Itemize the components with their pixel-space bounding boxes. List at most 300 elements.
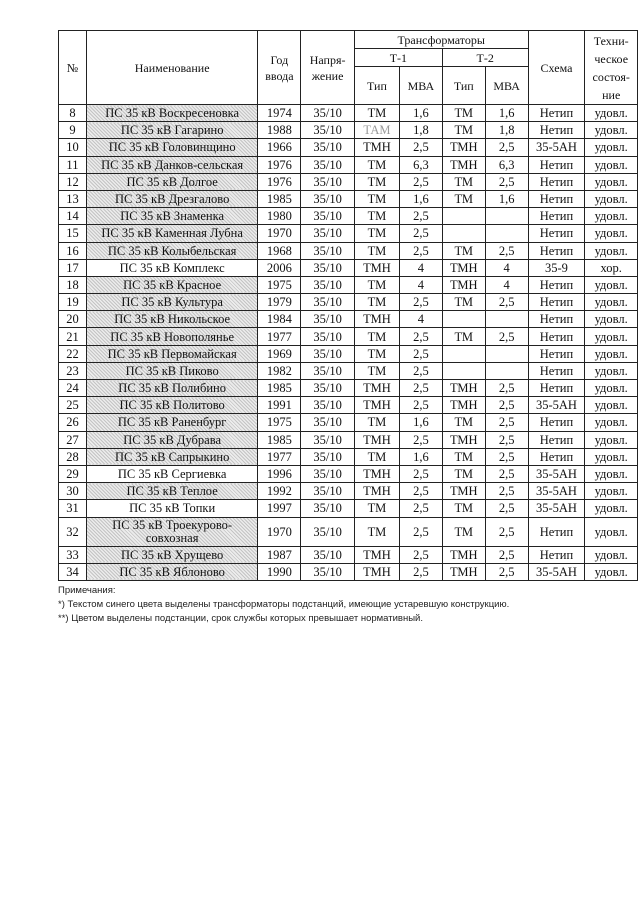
- table-row: [59, 156, 638, 173]
- table-row: [59, 173, 638, 190]
- cell-t1-type: ТМН: [354, 259, 399, 276]
- table-row: [59, 563, 638, 580]
- cell-station-name: ПС 35 кВ Данков-сельская: [86, 156, 258, 173]
- cell-station-name: ПС 35 кВ Гагарино: [86, 122, 258, 139]
- table-body: [59, 105, 638, 581]
- header-voltage: Напря-жение: [301, 31, 355, 105]
- cell-t2-type: ТМ: [442, 414, 485, 431]
- cell-station-name: ПС 35 кВ Сапрыкино: [86, 448, 258, 465]
- cell-t1-type: ТМН: [354, 563, 399, 580]
- cell-row-number: 31: [59, 500, 87, 517]
- cell-voltage: 35/10: [301, 208, 355, 225]
- cell-row-number: 8: [59, 105, 87, 122]
- cell-year: 1991: [258, 397, 301, 414]
- cell-voltage: 35/10: [301, 225, 355, 242]
- cell-t2-mva: 2,5: [485, 414, 528, 431]
- cell-row-number: 21: [59, 328, 87, 345]
- cell-voltage: 35/10: [301, 328, 355, 345]
- cell-year: 1992: [258, 483, 301, 500]
- header-scheme: Схема: [528, 31, 585, 105]
- table-row: [59, 397, 638, 414]
- cell-t2-mva: 2,5: [485, 397, 528, 414]
- cell-t2-type: ТМ: [442, 105, 485, 122]
- cell-tech-state: удовл.: [585, 431, 638, 448]
- table-row: [59, 483, 638, 500]
- cell-t2-type: ТМ: [442, 190, 485, 207]
- cell-scheme: Нетип: [528, 431, 585, 448]
- cell-t2-type: ТМ: [442, 242, 485, 259]
- cell-row-number: 18: [59, 276, 87, 293]
- cell-t2-type: ТМН: [442, 156, 485, 173]
- cell-voltage: 35/10: [301, 190, 355, 207]
- cell-voltage: 35/10: [301, 431, 355, 448]
- cell-t2-mva: 2,5: [485, 546, 528, 563]
- cell-year: 1975: [258, 276, 301, 293]
- cell-station-name: ПС 35 кВ Пиково: [86, 362, 258, 379]
- table-row: [59, 414, 638, 431]
- cell-station-name: ПС 35 кВ Дубрава: [86, 431, 258, 448]
- cell-t2-mva: 2,5: [485, 465, 528, 482]
- cell-t2-mva: 2,5: [485, 328, 528, 345]
- cell-year: 1975: [258, 414, 301, 431]
- cell-scheme: Нетип: [528, 294, 585, 311]
- cell-year: 1996: [258, 465, 301, 482]
- table-row: [59, 311, 638, 328]
- cell-t1-mva: 2,5: [399, 546, 442, 563]
- cell-t1-type: ТМ: [354, 190, 399, 207]
- cell-scheme: Нетип: [528, 156, 585, 173]
- cell-tech-state: удовл.: [585, 156, 638, 173]
- cell-year: 1979: [258, 294, 301, 311]
- cell-voltage: 35/10: [301, 448, 355, 465]
- cell-year: 1985: [258, 380, 301, 397]
- cell-t1-mva: 2,5: [399, 431, 442, 448]
- cell-tech-state: удовл.: [585, 380, 638, 397]
- cell-t2-type: ТМН: [442, 380, 485, 397]
- cell-year: 1974: [258, 105, 301, 122]
- cell-tech-state: удовл.: [585, 276, 638, 293]
- cell-row-number: 25: [59, 397, 87, 414]
- cell-voltage: 35/10: [301, 397, 355, 414]
- cell-voltage: 35/10: [301, 156, 355, 173]
- cell-tech-state: удовл.: [585, 208, 638, 225]
- cell-t1-mva: 4: [399, 311, 442, 328]
- cell-station-name: ПС 35 кВ Новополянье: [86, 328, 258, 345]
- cell-scheme: Нетип: [528, 448, 585, 465]
- cell-t1-mva: 1,6: [399, 414, 442, 431]
- cell-t2-mva: 2,5: [485, 563, 528, 580]
- cell-t1-type: ТМН: [354, 483, 399, 500]
- cell-t1-type: ТМ: [354, 105, 399, 122]
- cell-year: 1976: [258, 156, 301, 173]
- cell-tech-state: удовл.: [585, 225, 638, 242]
- cell-t1-type: ТМН: [354, 139, 399, 156]
- cell-row-number: 27: [59, 431, 87, 448]
- cell-t1-type: ТМ: [354, 276, 399, 293]
- cell-row-number: 28: [59, 448, 87, 465]
- cell-t1-mva: 2,5: [399, 173, 442, 190]
- cell-station-name: ПС 35 кВ Хрущево: [86, 546, 258, 563]
- cell-station-name: ПС 35 кВ Сергиевка: [86, 465, 258, 482]
- cell-t1-mva: 2,5: [399, 563, 442, 580]
- cell-year: 1970: [258, 517, 301, 546]
- cell-tech-state: удовл.: [585, 448, 638, 465]
- cell-t1-type: ТМ: [354, 208, 399, 225]
- cell-voltage: 35/10: [301, 546, 355, 563]
- cell-tech-state: хор.: [585, 259, 638, 276]
- header-year: Год ввода: [258, 31, 301, 105]
- cell-row-number: 29: [59, 465, 87, 482]
- cell-tech-state: удовл.: [585, 139, 638, 156]
- cell-scheme: Нетип: [528, 328, 585, 345]
- table-row: [59, 105, 638, 122]
- header-t2-type: Тип: [442, 67, 485, 105]
- table-row: [59, 380, 638, 397]
- cell-t1-type: ТМН: [354, 311, 399, 328]
- cell-scheme: Нетип: [528, 190, 585, 207]
- cell-t1-mva: 4: [399, 259, 442, 276]
- cell-tech-state: удовл.: [585, 190, 638, 207]
- cell-station-name: ПС 35 кВ Воскресеновка: [86, 105, 258, 122]
- cell-t1-type: ТАМ: [354, 122, 399, 139]
- cell-t2-type: ТМН: [442, 546, 485, 563]
- cell-year: 1984: [258, 311, 301, 328]
- cell-row-number: 11: [59, 156, 87, 173]
- cell-scheme: Нетип: [528, 311, 585, 328]
- cell-row-number: 26: [59, 414, 87, 431]
- table-row: [59, 431, 638, 448]
- cell-t2-mva: 2,5: [485, 500, 528, 517]
- cell-year: 1982: [258, 362, 301, 379]
- cell-t2-type: ТМ: [442, 122, 485, 139]
- header-num: №: [59, 31, 87, 105]
- cell-scheme: Нетип: [528, 414, 585, 431]
- cell-station-name: ПС 35 кВ Троекурово-совхозная: [86, 517, 258, 546]
- cell-t1-type: ТМ: [354, 362, 399, 379]
- document-page: [58, 30, 638, 626]
- notes: [58, 584, 638, 626]
- cell-t2-type: ТМ: [442, 517, 485, 546]
- header-t2-mva: МВА: [485, 67, 528, 105]
- cell-year: 1990: [258, 563, 301, 580]
- cell-tech-state: удовл.: [585, 397, 638, 414]
- cell-year: 2006: [258, 259, 301, 276]
- table-row: [59, 294, 638, 311]
- note-2: **) Цветом выделены подстанции, срок службы которых превышает нормативный.: [58, 612, 423, 624]
- cell-t2-type: ТМН: [442, 563, 485, 580]
- cell-t2-type: [442, 225, 485, 242]
- cell-scheme: 35-5АН: [528, 139, 585, 156]
- cell-t1-type: ТМ: [354, 500, 399, 517]
- cell-t2-type: ТМ: [442, 294, 485, 311]
- cell-voltage: 35/10: [301, 242, 355, 259]
- cell-t1-mva: 2,5: [399, 328, 442, 345]
- cell-voltage: 35/10: [301, 173, 355, 190]
- cell-voltage: 35/10: [301, 380, 355, 397]
- cell-t2-mva: 2,5: [485, 483, 528, 500]
- cell-t2-type: ТМН: [442, 483, 485, 500]
- cell-t1-mva: 1,6: [399, 448, 442, 465]
- cell-voltage: 35/10: [301, 362, 355, 379]
- cell-tech-state: удовл.: [585, 414, 638, 431]
- cell-tech-state: удовл.: [585, 173, 638, 190]
- cell-t2-type: ТМН: [442, 139, 485, 156]
- cell-t2-type: [442, 345, 485, 362]
- cell-t1-mva: 2,5: [399, 380, 442, 397]
- cell-t1-type: ТМ: [354, 345, 399, 362]
- cell-t1-type: ТМ: [354, 173, 399, 190]
- cell-tech-state: удовл.: [585, 122, 638, 139]
- cell-scheme: Нетип: [528, 345, 585, 362]
- cell-scheme: 35-5АН: [528, 500, 585, 517]
- table-row: [59, 190, 638, 207]
- cell-scheme: Нетип: [528, 242, 585, 259]
- cell-t2-mva: 1,6: [485, 105, 528, 122]
- cell-t1-type: ТМ: [354, 225, 399, 242]
- cell-t1-mva: 2,5: [399, 139, 442, 156]
- cell-t2-mva: [485, 311, 528, 328]
- cell-voltage: 35/10: [301, 139, 355, 156]
- cell-station-name: ПС 35 кВ Первомайская: [86, 345, 258, 362]
- cell-tech-state: удовл.: [585, 345, 638, 362]
- note-1: *) Текстом синего цвета выделены трансформаторы подстанций, имеющие устаревшую конструкцию.: [58, 598, 510, 610]
- cell-t1-mva: 2,5: [399, 517, 442, 546]
- table-row: [59, 328, 638, 345]
- cell-station-name: ПС 35 кВ Культура: [86, 294, 258, 311]
- cell-voltage: 35/10: [301, 500, 355, 517]
- cell-row-number: 14: [59, 208, 87, 225]
- cell-row-number: 17: [59, 259, 87, 276]
- cell-t2-mva: 2,5: [485, 139, 528, 156]
- cell-tech-state: удовл.: [585, 483, 638, 500]
- cell-year: 1977: [258, 448, 301, 465]
- cell-tech-state: удовл.: [585, 465, 638, 482]
- cell-station-name: ПС 35 кВ Головинщино: [86, 139, 258, 156]
- cell-year: 1988: [258, 122, 301, 139]
- table-row: [59, 139, 638, 156]
- table-row: [59, 362, 638, 379]
- cell-scheme: Нетип: [528, 362, 585, 379]
- cell-t1-type: ТМН: [354, 380, 399, 397]
- cell-t2-mva: 2,5: [485, 380, 528, 397]
- cell-voltage: 35/10: [301, 563, 355, 580]
- cell-t2-type: ТМ: [442, 465, 485, 482]
- cell-station-name: ПС 35 кВ Топки: [86, 500, 258, 517]
- cell-station-name: ПС 35 кВ Дрезгалово: [86, 190, 258, 207]
- cell-t2-mva: 4: [485, 259, 528, 276]
- cell-t2-type: ТМН: [442, 431, 485, 448]
- substation-table: [58, 30, 638, 581]
- table-row: [59, 208, 638, 225]
- cell-voltage: 35/10: [301, 276, 355, 293]
- cell-t1-type: ТМН: [354, 465, 399, 482]
- cell-scheme: 35-5АН: [528, 397, 585, 414]
- cell-year: 1969: [258, 345, 301, 362]
- cell-t1-mva: 1,8: [399, 122, 442, 139]
- cell-t1-mva: 2,5: [399, 483, 442, 500]
- cell-scheme: Нетип: [528, 122, 585, 139]
- header-state: Техни-ческое состоя-ние: [585, 31, 638, 105]
- cell-tech-state: удовл.: [585, 242, 638, 259]
- cell-t1-mva: 2,5: [399, 362, 442, 379]
- cell-t1-type: ТМ: [354, 517, 399, 546]
- cell-t1-type: ТМ: [354, 328, 399, 345]
- cell-t2-mva: [485, 225, 528, 242]
- cell-t2-type: ТМ: [442, 328, 485, 345]
- cell-station-name: ПС 35 кВ Долгое: [86, 173, 258, 190]
- cell-t2-mva: 1,8: [485, 122, 528, 139]
- cell-tech-state: удовл.: [585, 328, 638, 345]
- cell-year: 1987: [258, 546, 301, 563]
- cell-t2-mva: 2,5: [485, 294, 528, 311]
- cell-scheme: Нетип: [528, 225, 585, 242]
- cell-t2-type: ТМ: [442, 448, 485, 465]
- cell-row-number: 23: [59, 362, 87, 379]
- cell-year: 1977: [258, 328, 301, 345]
- cell-tech-state: удовл.: [585, 105, 638, 122]
- cell-t2-mva: [485, 345, 528, 362]
- cell-year: 1976: [258, 173, 301, 190]
- table-row: [59, 259, 638, 276]
- cell-year: 1985: [258, 190, 301, 207]
- cell-t1-mva: 2,5: [399, 500, 442, 517]
- cell-row-number: 15: [59, 225, 87, 242]
- cell-tech-state: удовл.: [585, 546, 638, 563]
- cell-tech-state: удовл.: [585, 517, 638, 546]
- cell-t2-mva: [485, 208, 528, 225]
- table-row: [59, 500, 638, 517]
- cell-scheme: Нетип: [528, 105, 585, 122]
- cell-scheme: 35-5АН: [528, 563, 585, 580]
- cell-voltage: 35/10: [301, 294, 355, 311]
- cell-row-number: 12: [59, 173, 87, 190]
- header-name: Наименование: [86, 31, 258, 105]
- table-row: [59, 546, 638, 563]
- cell-year: 1966: [258, 139, 301, 156]
- cell-t2-mva: 2,5: [485, 242, 528, 259]
- cell-voltage: 35/10: [301, 414, 355, 431]
- cell-year: 1968: [258, 242, 301, 259]
- cell-t2-mva: 6,3: [485, 156, 528, 173]
- cell-t1-mva: 4: [399, 276, 442, 293]
- header-t2: Т-2: [442, 49, 528, 67]
- cell-t2-type: ТМН: [442, 259, 485, 276]
- cell-station-name: ПС 35 кВ Знаменка: [86, 208, 258, 225]
- cell-t1-mva: 2,5: [399, 294, 442, 311]
- cell-row-number: 10: [59, 139, 87, 156]
- cell-t1-mva: 2,5: [399, 242, 442, 259]
- cell-row-number: 34: [59, 563, 87, 580]
- cell-year: 1997: [258, 500, 301, 517]
- cell-t1-type: ТМ: [354, 242, 399, 259]
- cell-station-name: ПС 35 кВ Колыбельская: [86, 242, 258, 259]
- cell-row-number: 22: [59, 345, 87, 362]
- cell-row-number: 20: [59, 311, 87, 328]
- cell-station-name: ПС 35 кВ Раненбург: [86, 414, 258, 431]
- cell-scheme: 35-5АН: [528, 465, 585, 482]
- cell-scheme: Нетип: [528, 380, 585, 397]
- cell-t1-type: ТМ: [354, 156, 399, 173]
- cell-tech-state: удовл.: [585, 563, 638, 580]
- cell-station-name: ПС 35 кВ Комплекс: [86, 259, 258, 276]
- cell-t1-type: ТМН: [354, 546, 399, 563]
- cell-scheme: 35-9: [528, 259, 585, 276]
- header-transformers: Трансформаторы: [354, 31, 528, 49]
- cell-t1-type: ТМ: [354, 448, 399, 465]
- cell-row-number: 33: [59, 546, 87, 563]
- cell-year: 1970: [258, 225, 301, 242]
- cell-t2-mva: 2,5: [485, 517, 528, 546]
- cell-station-name: ПС 35 кВ Полибино: [86, 380, 258, 397]
- cell-voltage: 35/10: [301, 122, 355, 139]
- notes-title: Примечания:: [58, 584, 116, 596]
- cell-tech-state: удовл.: [585, 500, 638, 517]
- table-row: [59, 122, 638, 139]
- cell-t2-type: ТМ: [442, 173, 485, 190]
- table-row: [59, 345, 638, 362]
- cell-t1-mva: 2,5: [399, 345, 442, 362]
- cell-t1-mva: 2,5: [399, 397, 442, 414]
- cell-voltage: 35/10: [301, 311, 355, 328]
- header-t1-mva: МВА: [399, 67, 442, 105]
- cell-t1-mva: 2,5: [399, 225, 442, 242]
- table-row: [59, 517, 638, 546]
- cell-t2-mva: 1,6: [485, 190, 528, 207]
- table-row: [59, 276, 638, 293]
- cell-t2-mva: 2,5: [485, 448, 528, 465]
- cell-t2-type: [442, 362, 485, 379]
- cell-scheme: Нетип: [528, 173, 585, 190]
- table-row: [59, 448, 638, 465]
- cell-tech-state: удовл.: [585, 362, 638, 379]
- cell-station-name: ПС 35 кВ Политово: [86, 397, 258, 414]
- cell-station-name: ПС 35 кВ Яблоново: [86, 563, 258, 580]
- cell-t2-type: ТМН: [442, 397, 485, 414]
- cell-t2-mva: [485, 362, 528, 379]
- cell-t2-mva: 2,5: [485, 431, 528, 448]
- cell-tech-state: удовл.: [585, 294, 638, 311]
- cell-row-number: 9: [59, 122, 87, 139]
- cell-t2-type: [442, 208, 485, 225]
- cell-t1-type: ТМ: [354, 294, 399, 311]
- cell-year: 1985: [258, 431, 301, 448]
- table-row: [59, 242, 638, 259]
- cell-t1-type: ТМН: [354, 397, 399, 414]
- cell-voltage: 35/10: [301, 345, 355, 362]
- cell-t1-mva: 1,6: [399, 190, 442, 207]
- cell-voltage: 35/10: [301, 483, 355, 500]
- cell-t1-mva: 2,5: [399, 465, 442, 482]
- cell-scheme: Нетип: [528, 517, 585, 546]
- cell-station-name: ПС 35 кВ Никольское: [86, 311, 258, 328]
- cell-row-number: 13: [59, 190, 87, 207]
- cell-row-number: 32: [59, 517, 87, 546]
- cell-station-name: ПС 35 кВ Красное: [86, 276, 258, 293]
- cell-tech-state: удовл.: [585, 311, 638, 328]
- table-row: [59, 465, 638, 482]
- cell-station-name: ПС 35 кВ Теплое: [86, 483, 258, 500]
- cell-t1-type: ТМ: [354, 414, 399, 431]
- cell-t2-type: ТМ: [442, 500, 485, 517]
- cell-t1-mva: 2,5: [399, 208, 442, 225]
- cell-row-number: 24: [59, 380, 87, 397]
- header-t1: Т-1: [354, 49, 442, 67]
- cell-t1-type: ТМН: [354, 431, 399, 448]
- cell-voltage: 35/10: [301, 465, 355, 482]
- cell-year: 1980: [258, 208, 301, 225]
- cell-voltage: 35/10: [301, 259, 355, 276]
- cell-t2-mva: 2,5: [485, 173, 528, 190]
